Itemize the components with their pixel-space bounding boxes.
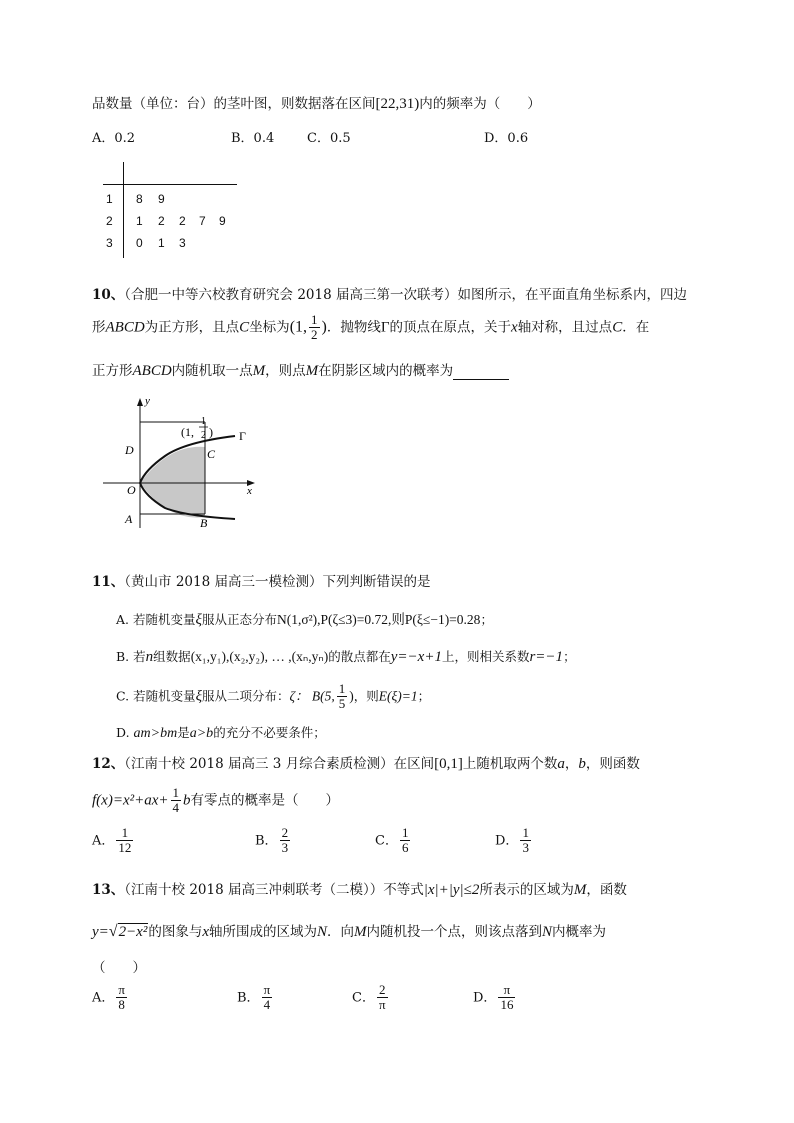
point-c-label: C <box>207 447 216 461</box>
coord-label-num: 1 <box>201 416 206 427</box>
q11-option-d: D. am>bm是a>b的充分不必要条件； <box>116 725 326 741</box>
q12-option-a: A． $\frac{1}{12}$ <box>92 825 132 856</box>
coord-label-close: ) <box>209 425 213 439</box>
fraction-one-fifth: $\frac{1}{5}$ <box>338 681 346 712</box>
leaf: 2 <box>158 214 165 228</box>
stem-1: 1 <box>106 192 113 206</box>
y-axis-arrow <box>137 398 143 406</box>
gamma-label: Γ <box>239 429 246 443</box>
parabola-figure <box>95 390 265 538</box>
stem-leaf-vline <box>123 162 124 258</box>
q9-option-d: D．0.6 <box>484 131 529 146</box>
coord-label-den: 2 <box>201 430 206 441</box>
point-d-label: D <box>125 443 134 457</box>
q11-option-c: C. 若随机变量ξ服从二项分布：ζ： B(5, $\frac{1}{5}$ )，则E(ξ)=1； <box>116 681 431 712</box>
stem-3: 3 <box>106 236 113 250</box>
q12-option-c: C． $\frac{1}{6}$ <box>375 825 409 856</box>
q10-line-3: 正方形ABCD内随机取一点M，则点M在阴影区域内的概率为 <box>92 359 509 380</box>
fraction-one-quarter: $\frac{1}{4}$ <box>172 785 179 816</box>
leaf: 0 <box>136 236 143 250</box>
coord-label-open: (1, <box>181 425 194 439</box>
q9-option-c: C．0.5 <box>307 131 351 146</box>
leaf: 8 <box>136 192 143 206</box>
q9-stem: 品数量（单位：台）的茎叶图，则数据落在区间[22,31)内的频率为（ ） <box>92 96 541 112</box>
q13-line-1: 13、（江南十校 2018 届高三冲刺联考（二模））不等式|x|+|y|≤2所表示的区域为M，函数 <box>92 882 627 898</box>
q9-option-a: A．0.2 <box>92 131 136 146</box>
leaf: 3 <box>179 236 186 250</box>
q13-option-a: A． $\frac{\pi}{8}$ <box>92 982 125 1013</box>
q12-line-1: 12、（江南十校 2018 届高三 3 月综合素质检测）在区间[0,1]上随机取两个数a，b，则函数 <box>92 756 640 772</box>
point-b-label: B <box>200 516 208 530</box>
stem-2: 2 <box>106 214 113 228</box>
leaf: 7 <box>199 214 206 228</box>
sqrt-sign: √ <box>108 923 118 940</box>
q11-line-1: 11、（黄山市 2018 届高三一模检测）下列判断错误的是 <box>92 574 431 590</box>
origin-label: O <box>127 483 136 497</box>
shaded-region <box>140 447 205 518</box>
q13-option-d: D． $\frac{\pi}{16}$ <box>473 982 514 1013</box>
q10-line-1: 10、（合肥一中等六校教育研究会 2018 届高三第一次联考）如图所示，在平面直角坐标系内，四边 <box>92 287 687 303</box>
x-axis-label: x <box>247 485 252 497</box>
leaf: 9 <box>158 192 165 206</box>
q13-option-b: B． $\frac{\pi}{4}$ <box>237 982 271 1013</box>
y-axis-label: y <box>145 395 150 407</box>
point-a-label: A <box>125 512 133 526</box>
q10-line-2: 形ABCD为正方形，且点C坐标为(1, $\frac{1}{2}$ )．抛物线Γ的顶点在原点，关于x轴对称，且过点C．在 <box>92 312 650 343</box>
leaf: 2 <box>179 214 186 228</box>
q12-line-2: f(x)=x²+ax+ $\frac{1}{4}$ b有零点的概率是（ ） <box>92 785 339 816</box>
leaf: 1 <box>158 236 165 250</box>
fraction-one-half: $\frac{1}{2}$ <box>311 312 318 343</box>
q9-option-b: B．0.4 <box>231 131 275 146</box>
q12-option-d: D． $\frac{1}{3}$ <box>495 825 529 856</box>
q11-option-a: A. 若随机变量ξ服从正态分布N(1,σ²),P(ζ≤3)=0.72,则P(ξ≤−1)=0.28； <box>116 612 493 628</box>
q12-option-b: B． $\frac{2}{3}$ <box>255 825 289 856</box>
q11-option-b: B. 若n组数据(x₁,y₁),(x₂,y₂), … ,(xₙ,yₙ)的散点都在y=−x+1上，则相关系数r=−1； <box>116 649 576 665</box>
q13-option-c: C． $\frac{2}{\pi}$ <box>352 982 386 1013</box>
leaf: 9 <box>219 214 226 228</box>
q13-paren: （ ） <box>92 960 146 976</box>
leaf: 1 <box>136 214 143 228</box>
answer-blank <box>453 367 509 380</box>
q13-line-2: y=√2−x²的图象与x轴所围成的区域为N．向M内随机投一个点，则该点落到N内概率为 <box>92 923 607 940</box>
